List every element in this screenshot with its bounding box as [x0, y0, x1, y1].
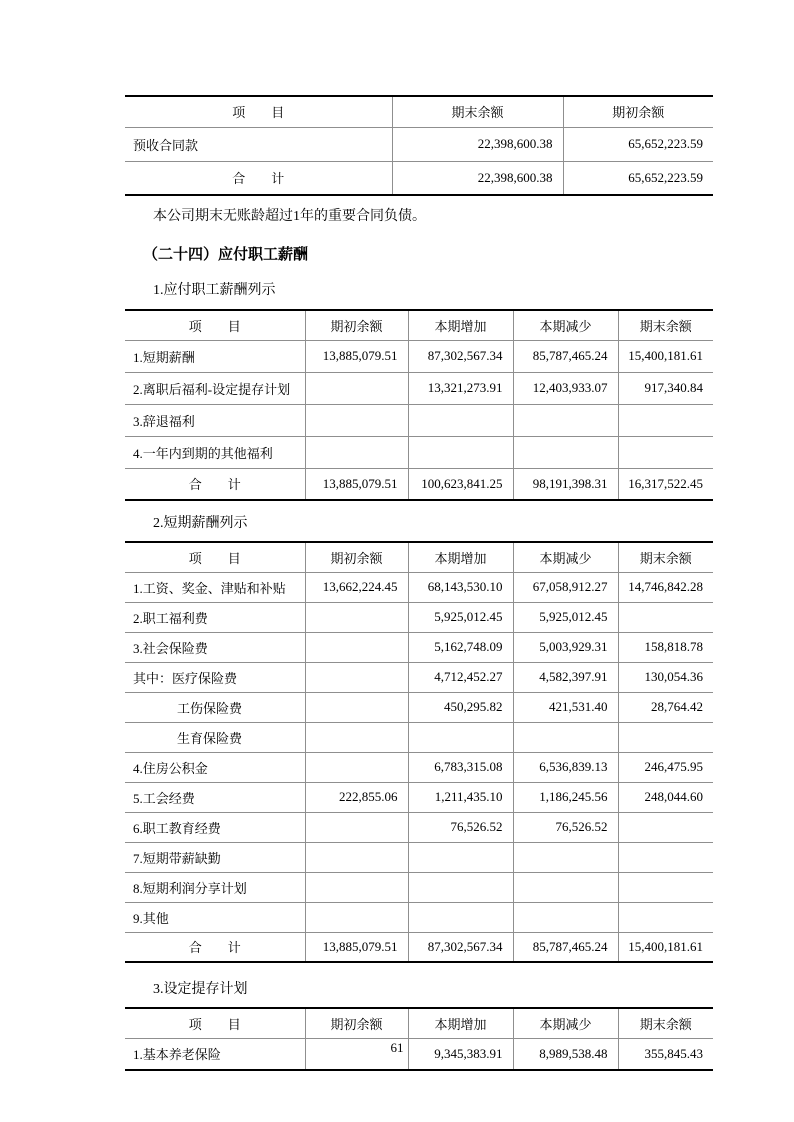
cell-beginning: [305, 372, 408, 404]
col-header-decrease: 本期减少: [513, 310, 618, 340]
cell-decrease: 12,403,933.07: [513, 372, 618, 404]
table-header-row: [125, 542, 713, 572]
cell-ending: 917,340.84: [618, 372, 713, 404]
table-total-row: [125, 932, 713, 962]
cell-increase: [408, 842, 513, 872]
cell-ending: [618, 404, 713, 436]
col-header-item: 项 目: [188, 318, 241, 334]
table-row: [125, 872, 713, 902]
cell-beginning: [305, 404, 408, 436]
page-number: 61: [390, 1040, 404, 1055]
table-row: [125, 340, 713, 372]
cell-beginning: [305, 812, 408, 842]
cell-decrease: [513, 902, 618, 932]
cell-beginning: 13,885,079.51: [305, 468, 408, 500]
table-row: [125, 436, 713, 468]
col-header-ending: 期末余额: [618, 310, 713, 340]
col-header-beginning: 期初余额: [305, 310, 408, 340]
cell-item: 7.短期带薪缺勤: [125, 842, 305, 872]
cell-ending: 246,475.95: [618, 752, 713, 782]
cell-item: 工伤保险费: [125, 692, 305, 722]
table-row: [125, 632, 713, 662]
table-row: [125, 602, 713, 632]
cell-beginning: [305, 902, 408, 932]
cell-increase: [408, 404, 513, 436]
table-header-row: [125, 1008, 713, 1038]
cell-ending: 130,054.36: [618, 662, 713, 692]
cell-ending: 158,818.78: [618, 632, 713, 662]
cell-beginning: 13,662,224.45: [305, 572, 408, 602]
cell-item: 合 计: [125, 468, 305, 500]
short-term-compensation-table: [125, 541, 713, 963]
cell-beginning: [305, 842, 408, 872]
col-header-decrease: 本期减少: [513, 1008, 618, 1038]
cell-decrease: 421,531.40: [513, 692, 618, 722]
cell-item: 预收合同款: [125, 127, 392, 161]
cell-beginning: [305, 662, 408, 692]
cell-item: 4.住房公积金: [125, 752, 305, 782]
cell-decrease: [513, 842, 618, 872]
cell-beginning: [305, 602, 408, 632]
cell-ending: 14,746,842.28: [618, 572, 713, 602]
cell-increase: [408, 902, 513, 932]
cell-item: 3.辞退福利: [125, 404, 305, 436]
note-text: 本公司期末无账龄超过1年的重要合同负债。: [153, 209, 426, 224]
cell-beginning: 13,885,079.51: [305, 932, 408, 962]
cell-decrease: 85,787,465.24: [513, 932, 618, 962]
cell-ending: [618, 602, 713, 632]
cell-decrease: 4,582,397.91: [513, 662, 618, 692]
table-row: [125, 752, 713, 782]
table-row: [125, 372, 713, 404]
cell-ending: [618, 436, 713, 468]
cell-increase: 87,302,567.34: [408, 340, 513, 372]
cell-increase: 1,211,435.10: [408, 782, 513, 812]
cell-decrease: [513, 404, 618, 436]
cell-decrease: 6,536,839.13: [513, 752, 618, 782]
section-heading: （二十四）应付职工薪酬: [143, 247, 309, 263]
col-header-ending: 期末余额: [618, 1008, 713, 1038]
cell-item: 2.离职后福利-设定提存计划: [125, 372, 305, 404]
subsection-heading-2: 2.短期薪酬列示: [153, 516, 248, 531]
cell-ending: [618, 722, 713, 752]
table-row: [125, 662, 713, 692]
cell-increase: [408, 436, 513, 468]
table-row: [125, 812, 713, 842]
cell-ending: [618, 842, 713, 872]
cell-ending: 15,400,181.61: [618, 340, 713, 372]
cell-ending: 22,398,600.38: [392, 161, 563, 195]
col-header-item: 项 目: [188, 550, 241, 566]
cell-item: 1.短期薪酬: [125, 340, 305, 372]
cell-beginning: 222,855.06: [305, 782, 408, 812]
table-total-row: [125, 468, 713, 500]
col-header-decrease: 本期减少: [513, 542, 618, 572]
cell-decrease: [513, 722, 618, 752]
table-row: [125, 722, 713, 752]
cell-beginning: [305, 752, 408, 782]
payroll-summary-table: [125, 309, 713, 501]
table-row: [125, 782, 713, 812]
cell-decrease: [513, 436, 618, 468]
cell-item: 8.短期利润分享计划: [125, 872, 305, 902]
cell-increase: 4,712,452.27: [408, 662, 513, 692]
cell-increase: [408, 722, 513, 752]
cell-item: 生育保险费: [125, 722, 305, 752]
col-header-increase: 本期增加: [408, 310, 513, 340]
cell-item: 1.工资、奖金、津贴和补贴: [125, 572, 305, 602]
col-header-beginning: 期初余额: [305, 542, 408, 572]
cell-item: 4.一年内到期的其他福利: [125, 436, 305, 468]
cell-decrease: 98,191,398.31: [513, 468, 618, 500]
col-header-increase: 本期增加: [408, 1008, 513, 1038]
cell-increase: 5,925,012.45: [408, 602, 513, 632]
table-row: [125, 842, 713, 872]
cell-increase: 76,526.52: [408, 812, 513, 842]
cell-beginning: [305, 632, 408, 662]
subsection-heading-3: 3.设定提存计划: [153, 982, 248, 997]
cell-increase: 6,783,315.08: [408, 752, 513, 782]
cell-beginning: [305, 436, 408, 468]
cell-beginning: [305, 872, 408, 902]
col-header-beginning: 期初余额: [305, 1008, 408, 1038]
cell-item: 合 计: [125, 932, 305, 962]
table-header-row: [125, 310, 713, 340]
cell-decrease: 5,925,012.45: [513, 602, 618, 632]
cell-increase: 9,345,383.91: [408, 1038, 513, 1070]
cell-ending: 22,398,600.38: [392, 127, 563, 161]
cell-ending: 28,764.42: [618, 692, 713, 722]
table-row: [125, 692, 713, 722]
cell-item: 2.职工福利费: [125, 602, 305, 632]
cell-ending: [618, 872, 713, 902]
col-header-item: 项 目: [188, 1016, 241, 1032]
cell-ending: 16,317,522.45: [618, 468, 713, 500]
cell-increase: [408, 872, 513, 902]
cell-increase: 68,143,530.10: [408, 572, 513, 602]
contract-liability-table: [125, 95, 713, 196]
cell-item: 9.其他: [125, 902, 305, 932]
col-header-ending: 期末余额: [392, 96, 563, 127]
cell-decrease: 1,186,245.56: [513, 782, 618, 812]
cell-item: 合 计: [125, 161, 392, 195]
cell-item: 6.职工教育经费: [125, 812, 305, 842]
cell-beginning: [305, 692, 408, 722]
cell-beginning: 13,885,079.51: [305, 340, 408, 372]
table-header-row: [125, 96, 713, 127]
cell-increase: 450,295.82: [408, 692, 513, 722]
col-header-ending: 期末余额: [618, 542, 713, 572]
cell-ending: [618, 812, 713, 842]
cell-increase: 5,162,748.09: [408, 632, 513, 662]
defined-contribution-table: [125, 1007, 713, 1071]
cell-ending: 355,845.43: [618, 1038, 713, 1070]
cell-decrease: 8,989,538.48: [513, 1038, 618, 1070]
cell-increase: 87,302,567.34: [408, 932, 513, 962]
table-row: [125, 127, 713, 161]
cell-ending: 248,044.60: [618, 782, 713, 812]
table-total-row: [125, 161, 713, 195]
cell-item: 5.工会经费: [125, 782, 305, 812]
cell-item: 3.社会保险费: [125, 632, 305, 662]
cell-ending: [618, 902, 713, 932]
table-row: [125, 572, 713, 602]
cell-beginning: 65,652,223.59: [563, 161, 713, 195]
col-header-increase: 本期增加: [408, 542, 513, 572]
cell-decrease: [513, 872, 618, 902]
cell-decrease: 67,058,912.27: [513, 572, 618, 602]
table-row: [125, 902, 713, 932]
col-header-item: 项 目: [232, 105, 285, 121]
cell-beginning: 65,652,223.59: [563, 127, 713, 161]
subsection-heading-1: 1.应付职工薪酬列示: [153, 283, 276, 298]
cell-increase: 13,321,273.91: [408, 372, 513, 404]
cell-item: 其中：医疗保险费: [125, 662, 305, 692]
cell-ending: 15,400,181.61: [618, 932, 713, 962]
cell-item: 1.基本养老保险: [125, 1038, 305, 1070]
cell-decrease: 85,787,465.24: [513, 340, 618, 372]
cell-increase: 100,623,841.25: [408, 468, 513, 500]
table-row: [125, 404, 713, 436]
col-header-beginning: 期初余额: [563, 96, 713, 127]
cell-beginning: [305, 722, 408, 752]
cell-decrease: 5,003,929.31: [513, 632, 618, 662]
cell-decrease: 76,526.52: [513, 812, 618, 842]
